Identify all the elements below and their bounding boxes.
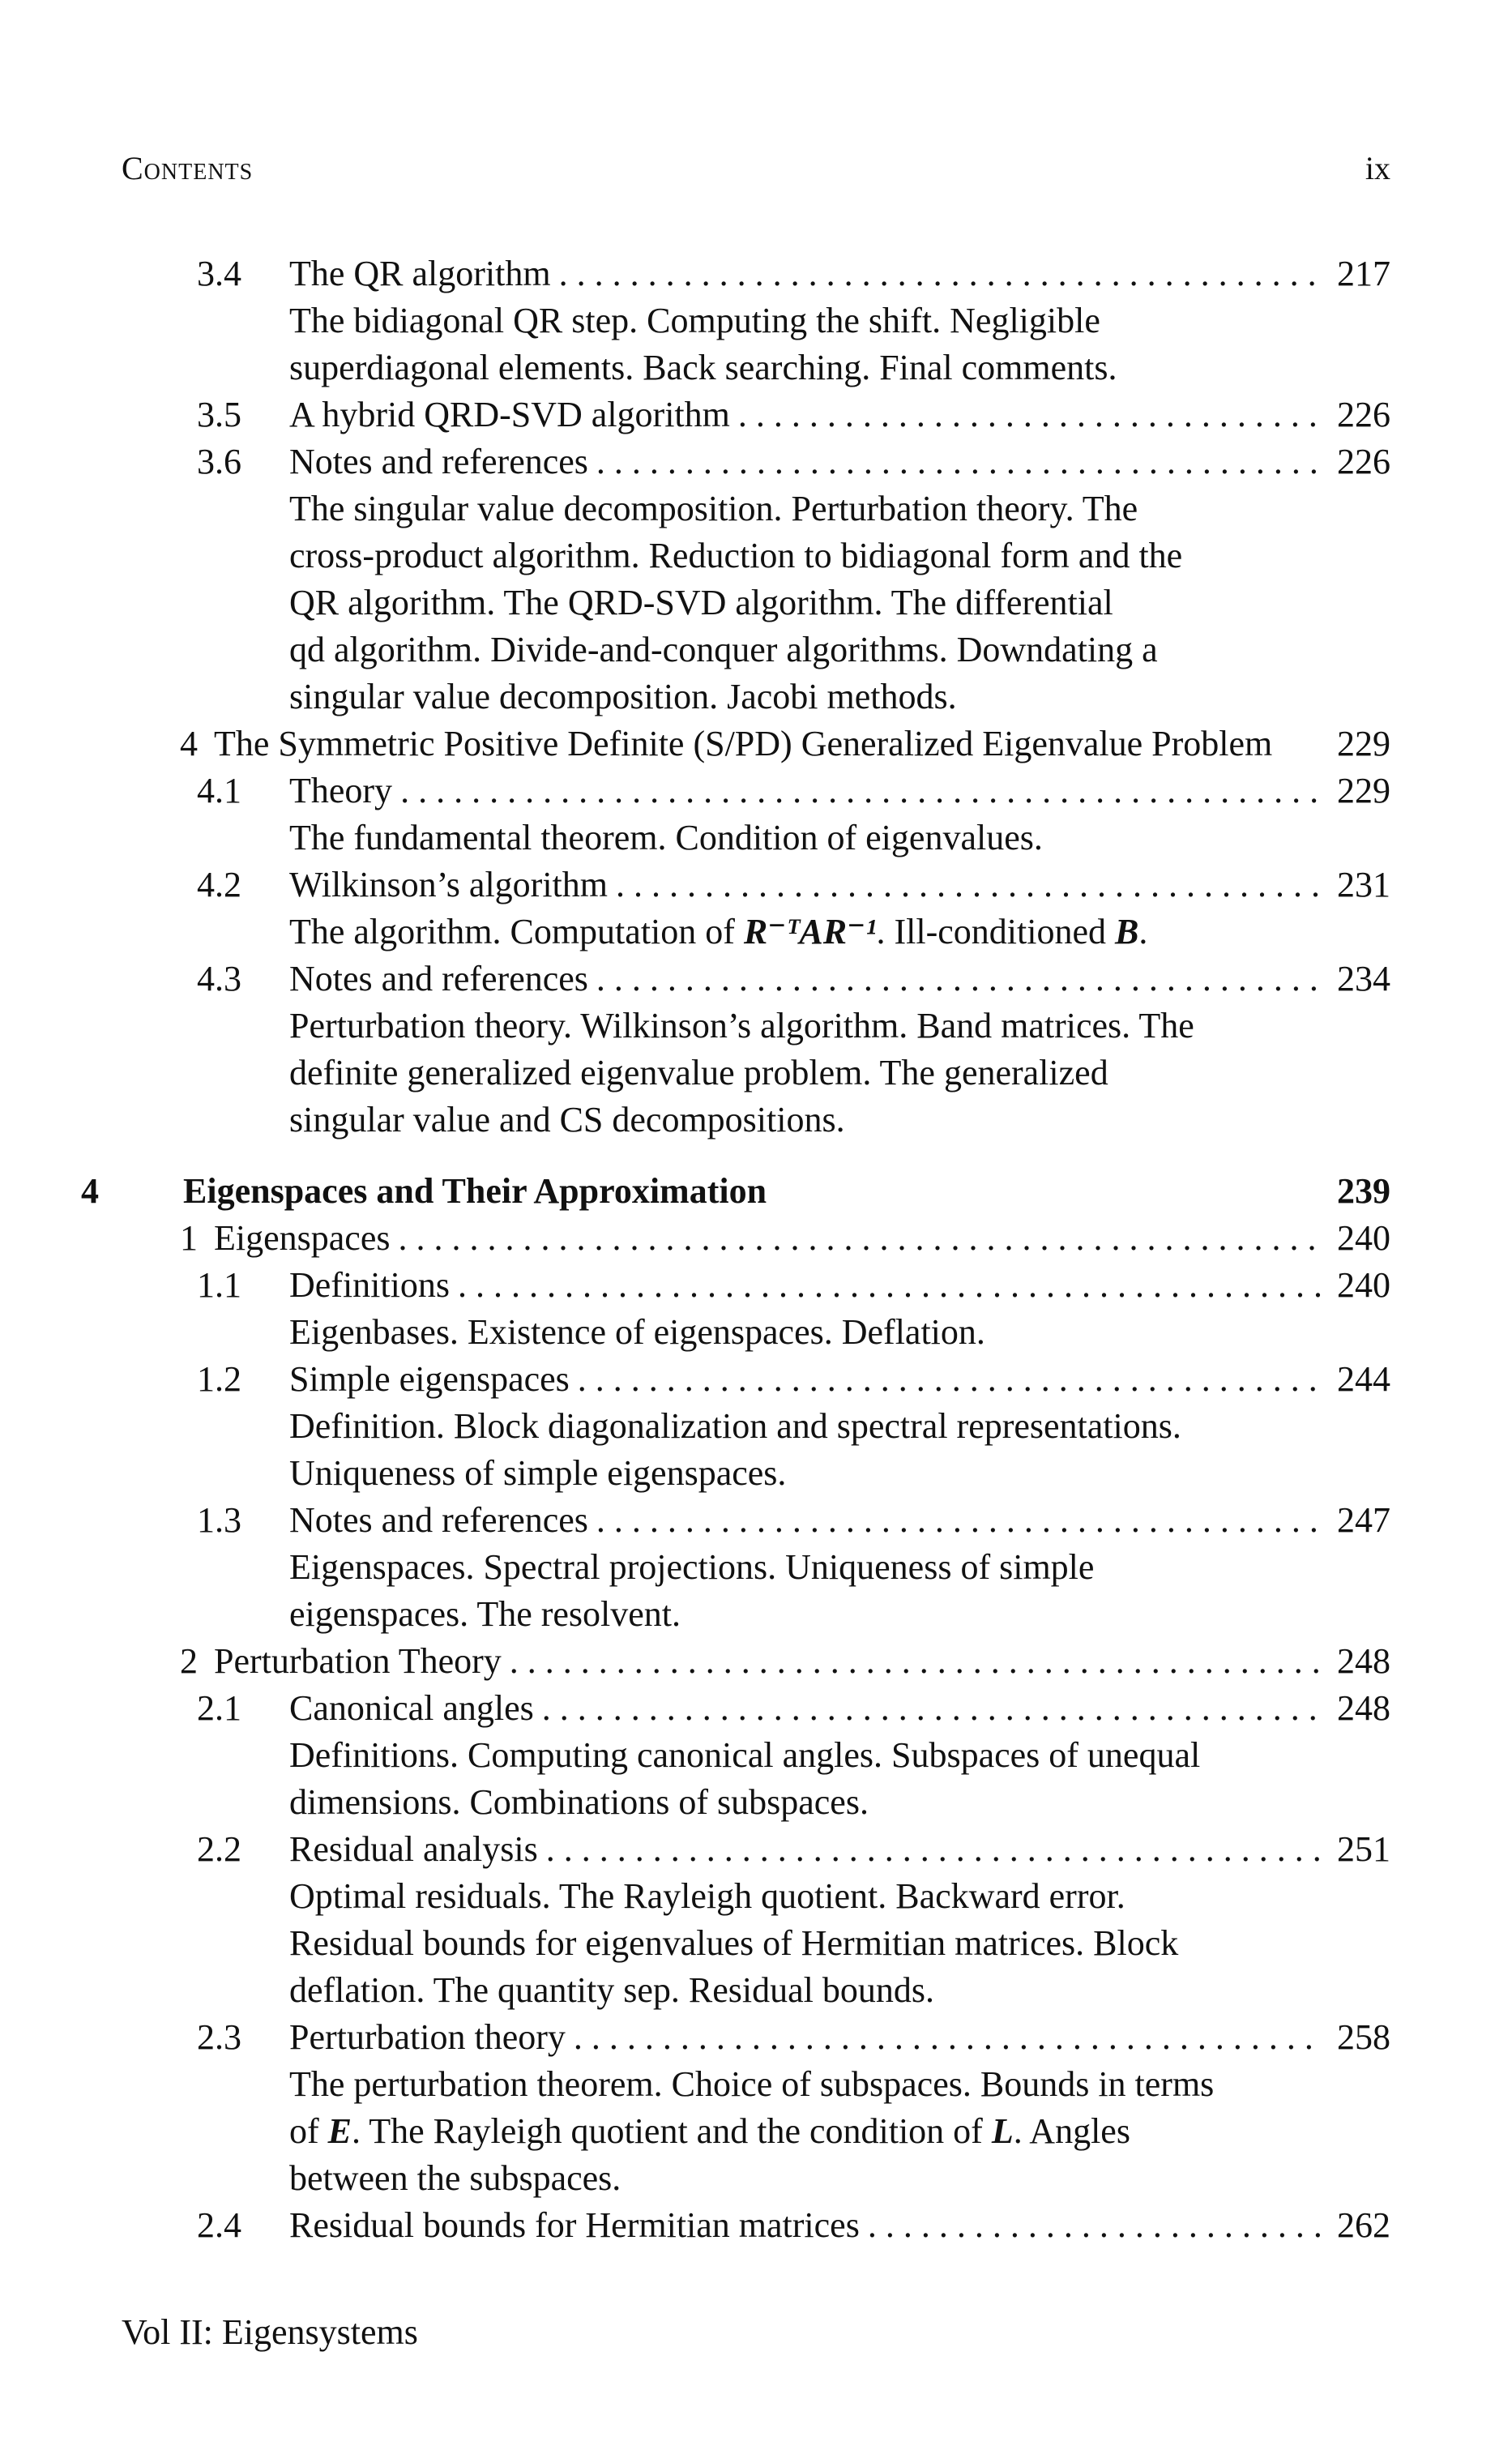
- toc-description-line: Optimal residuals. The Rayleigh quotient. Backward error.: [289, 1876, 1125, 1916]
- table-of-contents: [0, 250, 1512, 2249]
- page-number: 239: [1337, 1171, 1390, 1211]
- page-number: 240: [1337, 1218, 1390, 1258]
- section-title: Wilkinson’s algorithm: [289, 865, 608, 904]
- toc-entry[interactable]: [0, 1356, 1512, 1403]
- toc-description-line: deflation. The quantity sep. Residual bounds.: [289, 1970, 934, 2010]
- toc-description-line: singular value and CS decompositions.: [289, 1100, 845, 1140]
- section-title: Residual bounds for Hermitian matrices: [289, 2205, 860, 2245]
- page-number: 251: [1337, 1829, 1390, 1869]
- toc-chapter-entry[interactable]: [0, 1168, 1512, 1215]
- toc-entry[interactable]: [0, 1215, 1512, 1262]
- toc-entry[interactable]: [0, 391, 1512, 438]
- math-expression: R⁻ᵀAR⁻¹: [743, 912, 877, 951]
- toc-entry[interactable]: [0, 1262, 1512, 1309]
- page-number: 240: [1337, 1265, 1390, 1305]
- section-number: 4.3: [197, 959, 241, 998]
- toc-description-line: dimensions. Combinations of subspaces.: [289, 1782, 869, 1822]
- section-number: 3.5: [197, 395, 241, 434]
- section-number: 2.1: [197, 1688, 241, 1728]
- section-number: 4.1: [197, 771, 241, 810]
- toc-entry[interactable]: [0, 250, 1512, 297]
- toc-description-line: cross-product algorithm. Reduction to bidiagonal form and the: [289, 536, 1183, 575]
- toc-description-line: qd algorithm. Divide-and-conquer algorithms. Downdating a: [289, 630, 1158, 669]
- chapter-title: Eigenspaces and Their Approximation: [183, 1171, 767, 1211]
- toc-entry[interactable]: [0, 2014, 1512, 2061]
- section-number: 1: [180, 1218, 198, 1258]
- toc-entry[interactable]: [0, 2202, 1512, 2249]
- section-number: 2: [180, 1641, 198, 1681]
- dot-leader: [596, 438, 1324, 485]
- page-number: 231: [1337, 865, 1390, 904]
- dot-leader: [542, 1685, 1324, 1732]
- dot-leader: [510, 1638, 1324, 1685]
- dot-leader: [616, 862, 1324, 909]
- toc-description-line: singular value decomposition. Jacobi methods.: [289, 677, 957, 716]
- math-symbol: B: [1115, 912, 1139, 951]
- dot-leader: [738, 391, 1324, 438]
- toc-entry[interactable]: [0, 438, 1512, 485]
- section-number: 4.2: [197, 865, 241, 904]
- toc-description-line: The singular value decomposition. Perturbation theory. The: [289, 489, 1138, 528]
- section-title: A hybrid QRD-SVD algorithm: [289, 395, 730, 434]
- section-title: Notes and references: [289, 1500, 588, 1540]
- page-number: 229: [1337, 771, 1390, 810]
- section-title: The QR algorithm: [289, 254, 551, 293]
- toc-entry[interactable]: [0, 956, 1512, 1003]
- toc-description-line: Residual bounds for eigenvalues of Hermitian matrices. Block: [289, 1923, 1179, 1963]
- toc-description-line: Definitions. Computing canonical angles. Subspaces of unequal: [289, 1735, 1201, 1775]
- page-number: 248: [1337, 1641, 1390, 1681]
- dot-leader: [400, 768, 1324, 815]
- page-number: 226: [1337, 395, 1390, 434]
- page-number: 247: [1337, 1500, 1390, 1540]
- section-title: Notes and references: [289, 959, 588, 998]
- toc-entry[interactable]: [0, 1638, 1512, 1685]
- toc-description-line: Definition. Block diagonalization and spectral representations.: [289, 1406, 1181, 1446]
- page-number: 262: [1337, 2205, 1390, 2245]
- toc-entry[interactable]: [0, 721, 1512, 768]
- dot-leader: [596, 1497, 1324, 1544]
- section-number: 4: [180, 724, 198, 763]
- page-number: 229: [1337, 724, 1390, 763]
- toc-description-line: Eigenbases. Existence of eigenspaces. Deflation.: [289, 1312, 985, 1352]
- toc-description-line: The perturbation theorem. Choice of subspaces. Bounds in terms: [289, 2064, 1215, 2104]
- dot-leader: [868, 2202, 1324, 2249]
- toc-description-line: QR algorithm. The QRD-SVD algorithm. The differential: [289, 583, 1113, 622]
- section-title: Perturbation theory: [289, 2017, 566, 2057]
- section-title: Perturbation Theory: [214, 1641, 502, 1681]
- toc-description-line: superdiagonal elements. Back searching. Final comments.: [289, 348, 1117, 387]
- section-number: 2.3: [197, 2017, 241, 2057]
- math-symbol: E: [327, 2111, 352, 2151]
- toc-description-line: The bidiagonal QR step. Computing the shift. Negligible: [289, 301, 1100, 340]
- page-footer: Vol II: Eigensystems: [122, 2312, 418, 2352]
- toc-entry[interactable]: [0, 1826, 1512, 1873]
- running-head-page-number: ix: [1365, 150, 1390, 186]
- toc-entry[interactable]: [0, 862, 1512, 909]
- section-title: Definitions: [289, 1265, 450, 1305]
- toc-description-line: of E. The Rayleigh quotient and the condition of L. Angles: [289, 2111, 1130, 2151]
- section-number: 2.4: [197, 2205, 241, 2245]
- toc-description-line: between the subspaces.: [289, 2158, 621, 2198]
- running-head-title: Contents: [122, 150, 254, 186]
- dot-leader: [596, 956, 1324, 1003]
- section-title: Canonical angles: [289, 1688, 534, 1728]
- toc-description-line: The fundamental theorem. Condition of eigenvalues.: [289, 818, 1043, 857]
- toc-entry[interactable]: [0, 1685, 1512, 1732]
- section-title: Simple eigenspaces: [289, 1359, 570, 1399]
- section-number: 2.2: [197, 1829, 241, 1869]
- dot-leader: [559, 250, 1324, 297]
- section-number: 3.6: [197, 442, 241, 481]
- dot-leader: [574, 2014, 1324, 2061]
- dot-leader: [458, 1262, 1324, 1309]
- toc-description-line: definite generalized eigenvalue problem. The generalized: [289, 1053, 1108, 1093]
- dot-leader: [546, 1826, 1324, 1873]
- page-number: 248: [1337, 1688, 1390, 1728]
- section-number: 1.1: [197, 1265, 241, 1305]
- page-number: 244: [1337, 1359, 1390, 1399]
- math-symbol: L: [991, 2111, 1014, 2151]
- section-title: Notes and references: [289, 442, 588, 481]
- toc-description-line: Perturbation theory. Wilkinson’s algorithm. Band matrices. The: [289, 1006, 1194, 1045]
- page-number: 234: [1337, 959, 1390, 998]
- toc-description-line: The algorithm. Computation of R⁻ᵀAR⁻¹. Ill-conditioned B.: [289, 912, 1148, 951]
- toc-entry[interactable]: [0, 1497, 1512, 1544]
- toc-entry[interactable]: [0, 768, 1512, 815]
- page-number: 226: [1337, 442, 1390, 481]
- toc-description-line: eigenspaces. The resolvent.: [289, 1594, 681, 1634]
- section-title: Theory: [289, 771, 393, 810]
- page-number: 217: [1337, 254, 1390, 293]
- section-number: 3.4: [197, 254, 241, 293]
- dot-leader: [578, 1356, 1324, 1403]
- section-number: 1.3: [197, 1500, 241, 1540]
- section-title: Residual analysis: [289, 1829, 538, 1869]
- running-head: [122, 144, 1390, 193]
- page-number: 258: [1337, 2017, 1390, 2057]
- chapter-number: 4: [81, 1171, 99, 1211]
- toc-description-line: Eigenspaces. Spectral projections. Uniqueness of simple: [289, 1547, 1095, 1587]
- section-title: Eigenspaces: [214, 1218, 391, 1258]
- section-number: 1.2: [197, 1359, 241, 1399]
- section-title: The Symmetric Positive Definite (S/PD) Generalized Eigenvalue Problem: [214, 724, 1273, 763]
- toc-description-line: Uniqueness of simple eigenspaces.: [289, 1453, 787, 1493]
- dot-leader: [398, 1215, 1324, 1262]
